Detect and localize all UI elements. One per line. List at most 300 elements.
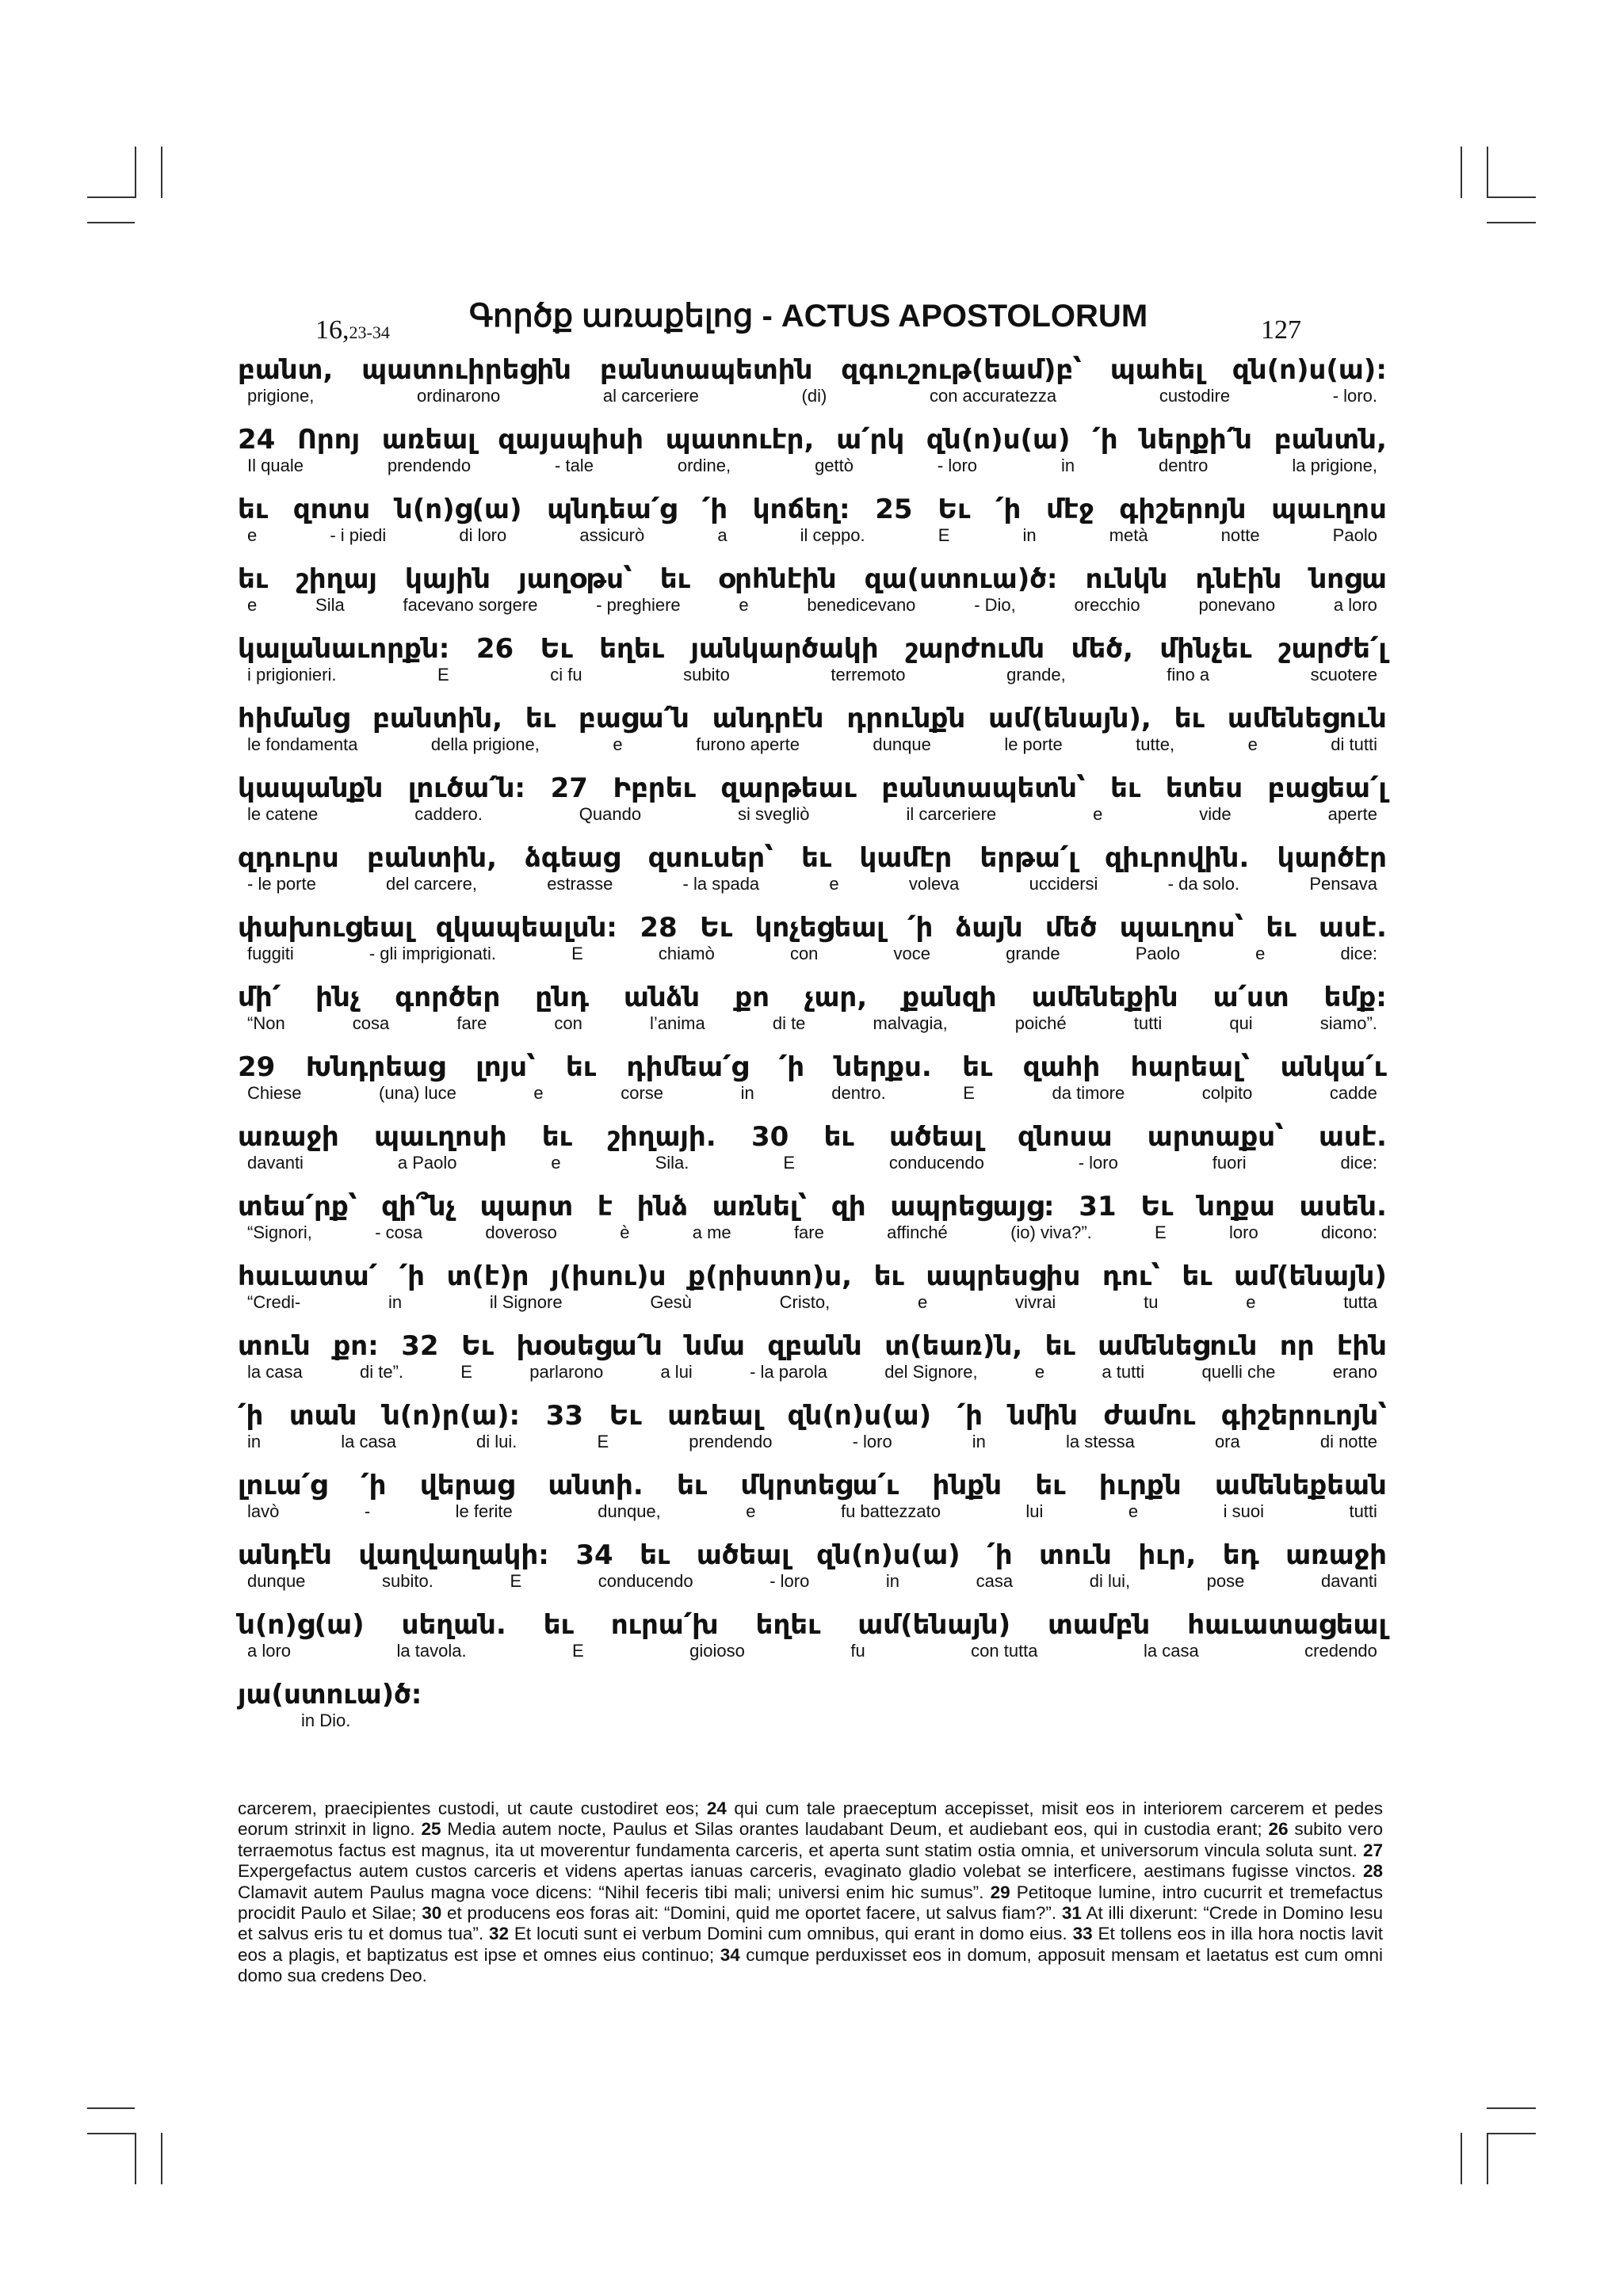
italian-gloss-word: - loro bbox=[769, 1571, 810, 1591]
italian-gloss-word: la casa bbox=[1143, 1641, 1199, 1661]
armenian-word: երթա՛լ bbox=[980, 842, 1077, 874]
italian-gloss-word: a bbox=[717, 525, 727, 545]
armenian-word: զբանն bbox=[767, 1330, 862, 1362]
italian-gloss-word: Paolo bbox=[1332, 525, 1377, 545]
interlinear-line bbox=[238, 980, 1387, 1050]
italian-gloss-line bbox=[238, 386, 1387, 406]
armenian-word: եւ bbox=[1044, 1330, 1075, 1362]
italian-gloss-word: di te”. bbox=[359, 1362, 404, 1382]
armenian-word: եւ bbox=[566, 1051, 597, 1083]
latin-vulgate-paragraph bbox=[238, 1798, 1383, 1987]
armenian-line bbox=[238, 1468, 1387, 1503]
crop-mark-bottom-left-vertical-inner bbox=[161, 2133, 162, 2184]
armenian-word: 30 bbox=[750, 1121, 789, 1153]
italian-gloss-line bbox=[238, 944, 1387, 964]
armenian-word: տամբն bbox=[1048, 1609, 1151, 1641]
armenian-line bbox=[238, 1329, 1387, 1363]
armenian-word: ասեն. bbox=[1299, 1191, 1387, 1222]
page-number: 127 bbox=[1261, 315, 1301, 345]
italian-gloss-word: dice: bbox=[1340, 1153, 1377, 1173]
italian-gloss-word: notte bbox=[1220, 525, 1260, 545]
armenian-word: զսուսեր՝ bbox=[647, 842, 773, 874]
armenian-word: դու՝ bbox=[1102, 1261, 1160, 1292]
italian-gloss-word: e bbox=[247, 595, 258, 615]
italian-gloss-word: poiché bbox=[1014, 1013, 1067, 1033]
armenian-word: եւ bbox=[1182, 1261, 1212, 1292]
armenian-word: զայսպիսի bbox=[498, 424, 644, 456]
armenian-word: բացա՛ն bbox=[579, 703, 689, 734]
interlinear-text bbox=[238, 353, 1387, 1747]
italian-gloss-word: prendendo bbox=[689, 1432, 773, 1451]
italian-gloss-word: di te bbox=[772, 1013, 806, 1033]
armenian-word: զիւրովին. bbox=[1105, 842, 1250, 874]
armenian-word: Եւ bbox=[609, 1400, 642, 1432]
armenian-word: մի՛ bbox=[238, 982, 281, 1013]
italian-gloss-line bbox=[238, 665, 1387, 685]
italian-gloss-word: e bbox=[917, 1292, 928, 1312]
armenian-word: տան bbox=[288, 1400, 357, 1432]
italian-gloss-word: a Paolo bbox=[397, 1153, 457, 1173]
italian-gloss-line bbox=[238, 804, 1387, 825]
latin-text: et producens eos foras ait: “Domini, quid me oportet facere, ut salvus fiam?”. bbox=[441, 1903, 1062, 1924]
armenian-word: յա(ստուա)ծ: bbox=[238, 1679, 422, 1711]
crop-mark-top-left-horizontal bbox=[87, 196, 135, 198]
latin-text: Expergefactus autem custos carceris et videns apertas ianuas carceris, evaginato gladio volebat se interficere, aestimans fugisse vinctos. bbox=[238, 1861, 1363, 1882]
armenian-word: կամէր bbox=[859, 842, 953, 874]
latin-text: cumque perduxisset eos in domum, apposuit mensam et laetatus est cum omni domo sua credens Deo. bbox=[238, 1944, 1384, 1986]
italian-gloss-word: - bbox=[364, 1501, 371, 1521]
armenian-word: առնել՝ bbox=[712, 1191, 808, 1222]
italian-gloss-word: voleva bbox=[908, 874, 960, 894]
italian-gloss-word: E bbox=[510, 1571, 522, 1591]
crop-mark-top-right-horizontal bbox=[1487, 196, 1536, 198]
interlinear-line bbox=[238, 701, 1387, 771]
italian-gloss-word: tu bbox=[1144, 1292, 1159, 1312]
italian-gloss-word: i prigionieri. bbox=[247, 665, 337, 685]
italian-gloss-word: qui bbox=[1229, 1013, 1253, 1033]
armenian-word: եւ bbox=[640, 1539, 670, 1571]
italian-gloss-word: furono aperte bbox=[696, 734, 800, 754]
armenian-word: եղեւ bbox=[599, 633, 664, 665]
crop-mark-bottom-left-vertical-outer bbox=[135, 2133, 136, 2184]
italian-gloss-word: e bbox=[1128, 1501, 1139, 1521]
italian-gloss-word: le porte bbox=[1004, 734, 1063, 754]
armenian-word: Իբրեւ bbox=[613, 772, 696, 804]
armenian-word: ՛ի bbox=[907, 912, 934, 944]
italian-gloss-word: E bbox=[783, 1153, 795, 1173]
italian-gloss-word: - le porte bbox=[247, 874, 316, 894]
armenian-word: ամ(ենայն) bbox=[1234, 1261, 1387, 1292]
armenian-word: եւ bbox=[1266, 912, 1296, 944]
latin-text: Media autem nocte, Paulus et Silas orantes laudabant Deum, et audiebant eos, qui in custodia erant; bbox=[441, 1819, 1269, 1840]
page-title: Գործք առաքելոց - ACTUS APOSTOLORUM bbox=[468, 299, 1148, 334]
armenian-word: նմին bbox=[1008, 1400, 1078, 1432]
italian-gloss-word: tutte, bbox=[1136, 734, 1175, 754]
verse-number: 27 bbox=[1362, 1840, 1383, 1860]
armenian-word: սեղան. bbox=[401, 1609, 506, 1641]
armenian-word: նոքա bbox=[1197, 1191, 1275, 1222]
armenian-word: 24 bbox=[238, 424, 276, 456]
armenian-line bbox=[238, 841, 1387, 875]
italian-gloss-word: E bbox=[572, 1641, 584, 1661]
italian-gloss-word: loro bbox=[1229, 1222, 1258, 1242]
italian-gloss-word: si svegliò bbox=[738, 804, 810, 824]
italian-gloss-line bbox=[238, 1362, 1387, 1383]
italian-gloss-line bbox=[238, 1571, 1387, 1592]
italian-gloss-line bbox=[238, 1641, 1387, 1661]
italian-gloss-word: i suoi bbox=[1223, 1501, 1264, 1521]
armenian-word: բանտ, bbox=[238, 354, 334, 386]
armenian-word: անտի. bbox=[548, 1470, 643, 1501]
armenian-word: կոճեղ: bbox=[752, 494, 850, 525]
italian-gloss-word: in bbox=[740, 1083, 754, 1103]
italian-gloss-line bbox=[238, 1083, 1387, 1104]
armenian-word: ՛ի bbox=[987, 1539, 1013, 1571]
armenian-word: Եւ bbox=[1140, 1191, 1174, 1222]
armenian-line bbox=[238, 910, 1387, 945]
armenian-word: խօսեցա՛ն bbox=[516, 1330, 663, 1362]
italian-gloss-word: del carcere, bbox=[386, 874, 477, 894]
italian-gloss-word: chiamò bbox=[658, 944, 715, 963]
armenian-word: ք(րիստո)ս, bbox=[688, 1261, 853, 1292]
italian-gloss-word: le ferite bbox=[455, 1501, 513, 1521]
armenian-word: յաղօթս՝ bbox=[518, 563, 632, 595]
italian-gloss-word: e bbox=[1247, 734, 1258, 754]
italian-gloss-word: E bbox=[571, 944, 583, 963]
armenian-word: Որոյ bbox=[297, 424, 361, 456]
interlinear-line bbox=[238, 1398, 1387, 1468]
armenian-word: եդ bbox=[1222, 1539, 1259, 1571]
armenian-word: ինքն bbox=[932, 1470, 1002, 1501]
armenian-line bbox=[238, 422, 1387, 457]
italian-gloss-word: ponevano bbox=[1198, 595, 1276, 615]
armenian-word: նոցա bbox=[1309, 563, 1387, 595]
armenian-word: ներքի՛ն bbox=[1140, 424, 1253, 456]
armenian-word: անդէն bbox=[238, 1539, 332, 1571]
italian-gloss-word: Sila. bbox=[655, 1153, 689, 1173]
armenian-word: պաւղոս bbox=[1271, 494, 1387, 525]
italian-gloss-word: e bbox=[613, 734, 623, 754]
armenian-word: զարթեաւ bbox=[720, 772, 857, 804]
armenian-word: ն(ո)ր(ա): bbox=[382, 1400, 521, 1432]
verse-number: 26 bbox=[1268, 1819, 1289, 1840]
armenian-word: կային bbox=[405, 563, 491, 595]
armenian-word: առեալ bbox=[381, 424, 476, 456]
latin-text: Et tollens eos in illa hora noctis lavit eos a plagis, et baptizatus est ipse et omnes eius continuo; bbox=[238, 1924, 1383, 1965]
italian-gloss-word: doveroso bbox=[485, 1222, 557, 1242]
armenian-word: առեալ bbox=[667, 1400, 762, 1432]
italian-gloss-line bbox=[238, 525, 1387, 546]
armenian-word: շիղայի. bbox=[607, 1121, 716, 1153]
armenian-line bbox=[238, 980, 1387, 1015]
armenian-word: ՛ի bbox=[957, 1400, 983, 1432]
armenian-word: գործեր bbox=[395, 982, 501, 1013]
armenian-word: նմա bbox=[685, 1330, 745, 1362]
italian-gloss-word: custodire bbox=[1159, 386, 1231, 406]
italian-gloss-word: E bbox=[460, 1362, 472, 1382]
italian-gloss-word: di loro bbox=[459, 525, 507, 545]
italian-gloss-word: le fondamenta bbox=[247, 734, 358, 754]
italian-gloss-word: ordine, bbox=[677, 456, 731, 475]
armenian-word: դրունքն bbox=[846, 703, 966, 734]
armenian-word: ուրա՛խ bbox=[610, 1609, 719, 1641]
crop-mark-bottom-right-horizontal-high bbox=[1487, 2107, 1536, 2109]
italian-gloss-word: Sila bbox=[315, 595, 345, 615]
armenian-word: ՛ի bbox=[778, 1051, 805, 1083]
italian-gloss-line bbox=[238, 1013, 1387, 1034]
armenian-line bbox=[238, 1119, 1387, 1154]
crop-mark-bottom-right-horizontal bbox=[1487, 2133, 1536, 2134]
italian-gloss-word: orecchio bbox=[1074, 595, 1140, 615]
italian-gloss-line bbox=[238, 1153, 1387, 1173]
italian-gloss-word: tutti bbox=[1349, 1501, 1377, 1521]
crop-mark-top-left-vertical-inner bbox=[161, 147, 162, 198]
italian-gloss-word: dunque bbox=[873, 734, 931, 754]
verse-number: 31 bbox=[1061, 1903, 1082, 1924]
italian-gloss-word: prendendo bbox=[387, 456, 472, 475]
latin-text: Clamavit autem Paulus magna voce dicens: “Nihil feceris tibi mali; universi enim hic sumus”. bbox=[238, 1882, 991, 1902]
armenian-word: եւ bbox=[659, 563, 690, 595]
interlinear-line bbox=[238, 562, 1387, 631]
interlinear-line bbox=[238, 1677, 1387, 1747]
italian-gloss-word: e bbox=[746, 1501, 756, 1521]
crop-mark-top-right-horizontal-low bbox=[1487, 222, 1536, 223]
latin-text: qui cum tale praeceptum accepisset, misit eos in interiorem carcerem et pedes eorum strinxit in ligno. bbox=[238, 1798, 1384, 1840]
armenian-word: 32 bbox=[401, 1330, 439, 1362]
italian-gloss-word: la tavola. bbox=[396, 1641, 467, 1661]
interlinear-line bbox=[238, 1608, 1387, 1677]
armenian-line bbox=[238, 771, 1387, 806]
italian-gloss-word: - cosa bbox=[375, 1222, 423, 1242]
armenian-word: ներքս. bbox=[834, 1051, 932, 1083]
armenian-word: վաղվաղակի: bbox=[358, 1539, 549, 1571]
italian-gloss-word: caddero. bbox=[414, 804, 483, 824]
italian-gloss-word: vivrai bbox=[1014, 1292, 1056, 1312]
armenian-word: հաւատացեալ bbox=[1187, 1609, 1387, 1641]
italian-gloss-word: tutti bbox=[1133, 1013, 1163, 1033]
armenian-word: եւ bbox=[1174, 703, 1205, 734]
armenian-word: ՛ի bbox=[399, 1261, 426, 1292]
italian-gloss-word: gioioso bbox=[689, 1641, 745, 1661]
armenian-word: ետես bbox=[1165, 772, 1243, 804]
italian-gloss-word: di notte bbox=[1319, 1432, 1377, 1451]
italian-gloss-word: gettò bbox=[815, 456, 854, 475]
crop-mark-bottom-left-horizontal bbox=[87, 2133, 135, 2134]
armenian-word: 34 bbox=[575, 1539, 613, 1571]
armenian-word: զոտս bbox=[292, 494, 371, 525]
armenian-word: ապրեսցիս bbox=[926, 1261, 1081, 1292]
armenian-word: բանտին, bbox=[367, 842, 498, 874]
crop-mark-top-left-horizontal-low bbox=[87, 222, 135, 223]
italian-gloss-word: e bbox=[1093, 804, 1103, 824]
crop-mark-bottom-right-vertical-inner bbox=[1461, 2133, 1462, 2184]
italian-gloss-word: e bbox=[739, 595, 749, 615]
italian-gloss-word: benedicevano bbox=[807, 595, 916, 615]
italian-gloss-word: cadde bbox=[1329, 1083, 1377, 1103]
armenian-word: 31 bbox=[1079, 1191, 1117, 1222]
italian-gloss-word: fino a bbox=[1167, 665, 1210, 685]
verse-number: 25 bbox=[421, 1819, 441, 1840]
italian-gloss-word: ora bbox=[1214, 1432, 1240, 1451]
page-header bbox=[238, 293, 1379, 349]
italian-gloss-word: E bbox=[1155, 1222, 1167, 1242]
italian-gloss-word: dice: bbox=[1340, 944, 1377, 963]
armenian-word: մեծ bbox=[1045, 912, 1098, 944]
italian-gloss-word: (una) luce bbox=[379, 1083, 456, 1103]
armenian-word: ն(ո)ց(ա) bbox=[395, 494, 522, 525]
armenian-word: ապրեցայց: bbox=[890, 1191, 1055, 1222]
verse-number: 30 bbox=[422, 1903, 442, 1924]
latin-text: Et locuti sunt ei verbum Domini cum omnibus, qui erant in domo eius. bbox=[509, 1924, 1073, 1944]
italian-gloss-line bbox=[238, 1432, 1387, 1452]
interlinear-line bbox=[238, 492, 1387, 562]
armenian-word: եւ bbox=[541, 1121, 572, 1153]
italian-gloss-word: corse bbox=[621, 1083, 664, 1103]
armenian-word: զի՞նչ bbox=[381, 1191, 456, 1222]
armenian-word: ա՛ստ bbox=[1212, 982, 1289, 1013]
armenian-word: բանտապետն՝ bbox=[881, 772, 1086, 804]
armenian-line bbox=[238, 1259, 1387, 1294]
italian-gloss-word: cosa bbox=[352, 1013, 390, 1033]
armenian-word: գիշերոյն bbox=[1119, 494, 1247, 525]
italian-gloss-word: “Signori, bbox=[247, 1222, 312, 1242]
armenian-word: օրհնէին bbox=[718, 563, 837, 595]
italian-gloss-word: - la parola bbox=[750, 1362, 827, 1382]
armenian-word: եւ bbox=[238, 494, 269, 525]
italian-gloss-word: con bbox=[789, 944, 819, 963]
armenian-word: եղեւ bbox=[755, 1609, 821, 1641]
armenian-word: եւ bbox=[1035, 1470, 1066, 1501]
italian-gloss-line bbox=[238, 1222, 1387, 1243]
italian-gloss-word: aperte bbox=[1327, 804, 1377, 824]
italian-gloss-word: Chiese bbox=[247, 1083, 302, 1103]
italian-gloss-word: con tutta bbox=[971, 1641, 1038, 1661]
italian-gloss-word: in bbox=[1060, 456, 1075, 475]
italian-gloss-word: dentro bbox=[1159, 456, 1209, 475]
interlinear-line bbox=[238, 353, 1387, 422]
italian-gloss-word: il Signore bbox=[489, 1292, 563, 1312]
armenian-word: դիմեա՛ց bbox=[626, 1051, 749, 1083]
italian-gloss-word: ci fu bbox=[550, 665, 582, 685]
italian-gloss-line bbox=[238, 595, 1387, 616]
armenian-word: ամենեցուն bbox=[1098, 1330, 1258, 1362]
armenian-line bbox=[238, 353, 1387, 387]
armenian-line bbox=[238, 1050, 1387, 1085]
armenian-word: ասէ. bbox=[1319, 1121, 1387, 1153]
armenian-word: յ(իսու)ս bbox=[551, 1261, 666, 1292]
italian-gloss-word: lavò bbox=[247, 1501, 280, 1521]
italian-gloss-word: grande, bbox=[1006, 665, 1066, 685]
italian-gloss-word: dicono: bbox=[1320, 1222, 1377, 1242]
italian-gloss-word: di tutti bbox=[1331, 734, 1377, 754]
italian-gloss-word: E bbox=[437, 665, 449, 685]
italian-gloss-word: credendo bbox=[1304, 1641, 1377, 1661]
italian-gloss-word: le catene bbox=[247, 804, 319, 824]
armenian-word: ձայն bbox=[955, 912, 1023, 944]
italian-gloss-word: dunque bbox=[247, 1571, 306, 1591]
armenian-word: բանտն, bbox=[1274, 424, 1387, 456]
armenian-word: առաջի bbox=[1285, 1539, 1387, 1571]
armenian-word: 25 bbox=[875, 494, 913, 525]
armenian-word: ժամու bbox=[1103, 1400, 1196, 1432]
armenian-word: պատուիրեցին bbox=[361, 354, 572, 386]
italian-gloss-word: Il quale bbox=[247, 456, 304, 475]
italian-gloss-word: affinché bbox=[887, 1222, 948, 1242]
armenian-word: եմք: bbox=[1323, 982, 1387, 1013]
armenian-word: կալանաւորքն: bbox=[238, 633, 450, 665]
armenian-word: եւ bbox=[823, 1121, 854, 1153]
interlinear-line bbox=[238, 422, 1387, 492]
armenian-word: եւ bbox=[525, 703, 556, 734]
interlinear-line bbox=[238, 1329, 1387, 1398]
armenian-word: տեա՛րք՝ bbox=[238, 1191, 357, 1222]
armenian-word: ՛ի bbox=[701, 494, 728, 525]
armenian-line bbox=[238, 1677, 1387, 1712]
italian-gloss-word: e bbox=[1255, 944, 1266, 963]
armenian-line bbox=[238, 1608, 1387, 1642]
armenian-word: պաւղոս՝ bbox=[1119, 912, 1244, 944]
italian-gloss-word: ordinarono bbox=[417, 386, 501, 406]
italian-gloss-word: - loro bbox=[852, 1432, 892, 1451]
italian-gloss-word: in bbox=[972, 1432, 986, 1451]
armenian-line bbox=[238, 631, 1387, 666]
armenian-word: տուն bbox=[238, 1330, 311, 1362]
italian-gloss-word: in bbox=[1022, 525, 1037, 545]
armenian-word: չար, bbox=[804, 982, 868, 1013]
armenian-word: զն(ո)ս(ա) bbox=[926, 424, 1071, 456]
armenian-word: տ(է)ր bbox=[446, 1261, 529, 1292]
italian-gloss-word: - Dio, bbox=[974, 595, 1016, 615]
armenian-word: յանկարծակի bbox=[690, 633, 879, 665]
verse-range: 23-34 bbox=[349, 322, 390, 342]
italian-gloss-word: voce bbox=[893, 944, 931, 963]
italian-gloss-word: davanti bbox=[247, 1153, 304, 1173]
italian-gloss-word: in bbox=[247, 1432, 262, 1451]
latin-text: Petitoque lumine, intro cucurrit et tremefactus procidit Paulo et Silae; bbox=[238, 1882, 1383, 1924]
italian-gloss-word: conducendo bbox=[598, 1571, 693, 1591]
latin-text: carcerem, praecipientes custodi, ut caute custodiret eos; bbox=[238, 1798, 707, 1818]
crop-mark-top-left-vertical-outer bbox=[135, 147, 136, 198]
armenian-word: քանզի bbox=[902, 982, 997, 1013]
italian-gloss-word: a loro bbox=[1333, 595, 1377, 615]
armenian-word: 27 bbox=[550, 772, 588, 804]
italian-gloss-word: a tutti bbox=[1102, 1362, 1145, 1382]
armenian-word: եւ bbox=[801, 842, 832, 874]
italian-gloss-word: fuggiti bbox=[247, 944, 294, 963]
armenian-word: շարժե՛լ bbox=[1277, 633, 1387, 665]
armenian-word: ն(ո)ց(ա) bbox=[238, 1609, 365, 1641]
armenian-word: զի bbox=[831, 1191, 866, 1222]
italian-gloss-word: fare bbox=[456, 1013, 487, 1033]
armenian-word: ՛ի bbox=[1092, 424, 1118, 456]
italian-gloss-word: e bbox=[1246, 1292, 1256, 1312]
italian-gloss-word: vide bbox=[1199, 804, 1232, 824]
armenian-word: ունկն bbox=[1085, 563, 1168, 595]
armenian-word: կարծէր bbox=[1277, 842, 1387, 874]
armenian-line bbox=[238, 492, 1387, 527]
armenian-word: 33 bbox=[545, 1400, 584, 1432]
armenian-word: իւրքն bbox=[1098, 1470, 1182, 1501]
italian-gloss-line bbox=[238, 734, 1387, 755]
armenian-word: զն(ո)ս(ա): bbox=[1232, 354, 1387, 386]
armenian-word: պարտ bbox=[479, 1191, 574, 1222]
italian-gloss-word: fu bbox=[850, 1641, 865, 1661]
italian-gloss-word: “Credi- bbox=[247, 1292, 301, 1312]
italian-gloss-word: subito. bbox=[382, 1571, 433, 1591]
armenian-word: անդրէն bbox=[712, 703, 824, 734]
armenian-line bbox=[238, 701, 1387, 736]
armenian-word: պնդեա՛ց bbox=[547, 494, 678, 525]
